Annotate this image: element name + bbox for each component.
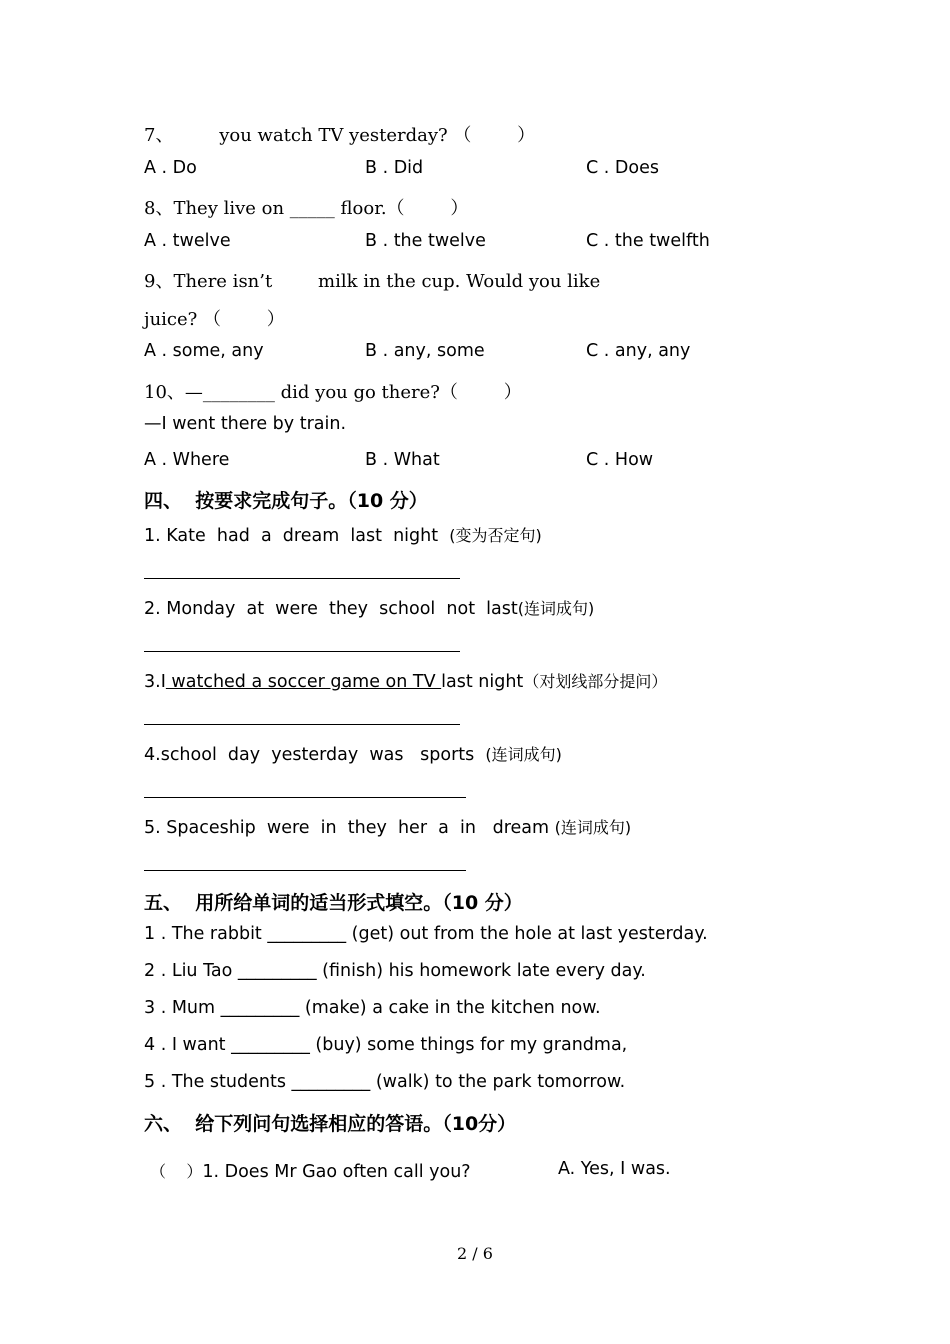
option-c: C . How	[586, 450, 654, 470]
answer-parentheses: （ ）	[150, 1162, 203, 1181]
item-prefix: 3.I	[144, 672, 166, 692]
section-5-item-4: 4 . I want _________ (buy) some things for my grandma,	[144, 1035, 628, 1055]
item-text: 2. Monday at were they school not last	[144, 599, 518, 619]
item-text: 4.school day yesterday was sports	[144, 745, 475, 765]
option-a: A . Do	[144, 158, 197, 178]
page-number: 2 / 6	[457, 1244, 493, 1263]
question-10-dialogue: —I went there by train.	[144, 414, 347, 434]
item-note: (连词成句)	[554, 818, 632, 837]
answer-line[interactable]	[144, 797, 466, 798]
section-5-item-2: 2 . Liu Tao _________ (finish) his homework late every day.	[144, 961, 646, 981]
section-6-row-1	[150, 1159, 471, 1182]
question-8-options	[144, 231, 844, 255]
underlined-part: watched a soccer game on TV	[165, 672, 442, 692]
answer-line[interactable]	[144, 724, 460, 725]
question-9-options	[144, 341, 844, 365]
question-10-options	[144, 450, 844, 474]
answer-line[interactable]	[144, 870, 466, 871]
question-10-stem: 10、—________ did you go there?（ ）	[144, 382, 522, 403]
option-a: A . Where	[144, 450, 230, 470]
section-5-item-3: 3 . Mum _________ (make) a cake in the kitchen now.	[144, 998, 601, 1018]
question-7-stem: 7、 you watch TV yesterday? （ ）	[144, 125, 536, 146]
section-5-heading: 五、 用所给单词的适当形式填空。（10 分）	[144, 892, 523, 914]
question-text: 1. Does Mr Gao often call you?	[202, 1162, 471, 1182]
item-text: last night	[441, 672, 524, 692]
item-note: (连词成句)	[485, 745, 562, 764]
section-6-heading: 六、 给下列问句选择相应的答语。（10分）	[144, 1113, 517, 1135]
section-6-answer-a: A. Yes, I was.	[558, 1159, 671, 1179]
item-note: (连词成句)	[517, 599, 595, 618]
option-b: B . Did	[365, 158, 424, 178]
question-9-stem-line2: juice? （ ）	[144, 309, 285, 330]
answer-line[interactable]	[144, 651, 460, 652]
option-a: A . twelve	[144, 231, 231, 251]
option-b: B . the twelve	[365, 231, 486, 251]
section-5-item-1: 1 . The rabbit _________ (get) out from the hole at last yesterday.	[144, 924, 708, 944]
section-4-item-5	[144, 815, 631, 838]
item-note: （对划线部分提问）	[523, 672, 668, 691]
option-c: C . Does	[586, 158, 659, 178]
section-5-item-5: 5 . The students _________ (walk) to the park tomorrow.	[144, 1072, 626, 1092]
option-c: C . the twelfth	[586, 231, 710, 251]
section-4-item-2	[144, 596, 594, 619]
section-4-item-4	[144, 742, 562, 765]
section-4-item-1	[144, 523, 542, 546]
question-9-stem-line1: 9、There isn’t milk in the cup. Would you like	[144, 271, 601, 292]
item-text: 1. Kate had a dream last night	[144, 526, 439, 546]
option-b: B . any, some	[365, 341, 485, 361]
section-4-item-3	[144, 669, 667, 692]
item-text: 5. Spaceship were in they her a in dream	[144, 818, 550, 838]
option-b: B . What	[365, 450, 440, 470]
section-4-heading: 四、 按要求完成句子。（10 分）	[144, 490, 428, 512]
answer-line[interactable]	[144, 578, 460, 579]
item-note: (变为否定句)	[449, 526, 542, 545]
option-c: C . any, any	[586, 341, 691, 361]
option-a: A . some, any	[144, 341, 264, 361]
question-8-stem: 8、They live on _____ floor.（ ）	[144, 198, 469, 219]
question-7-options	[144, 158, 844, 182]
